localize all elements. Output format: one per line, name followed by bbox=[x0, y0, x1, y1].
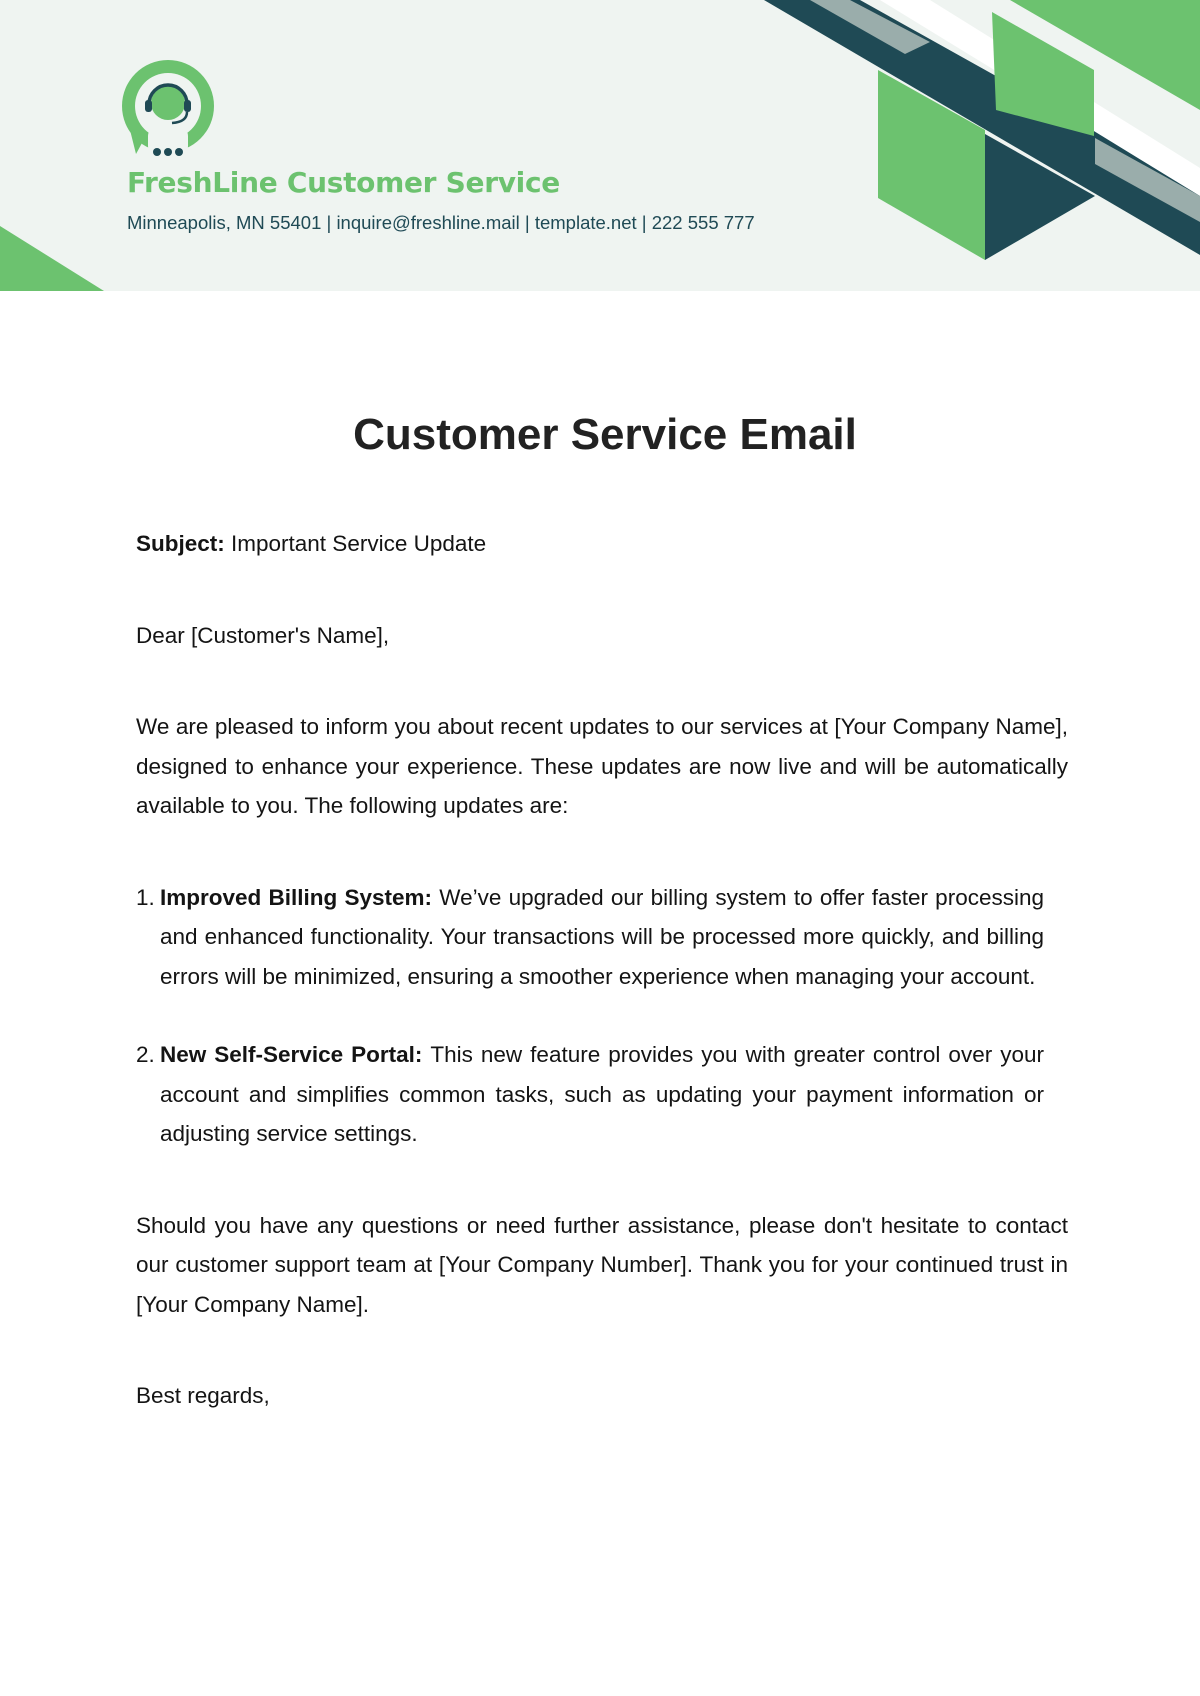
list-item-title: Improved Billing System: bbox=[160, 884, 440, 910]
email-body bbox=[136, 524, 1068, 1416]
list-item-title: New Self-Service Portal: bbox=[160, 1042, 431, 1067]
list-item-number: 1. bbox=[136, 884, 155, 910]
closing-paragraph: Should you have any questions or need further assistance, please don't hesitate to contact our customer support team at [Your Company Number]. Thank you for your continued trust in [Your Company Name]. bbox=[136, 1212, 1068, 1317]
greeting: Dear [Customer's Name], bbox=[136, 622, 390, 648]
list-item-text: This new feature provides you with greater control over your account and simplifies common tasks, such as updating your payment information or adjusting service settings. bbox=[160, 1042, 1044, 1146]
subject-label: Subject: bbox=[136, 531, 232, 556]
list-item-text: We’ve upgraded our billing system to offer faster processing and enhanced functionality. Your transactions will be processed more quickly, and billing errors will be minimized, ensuring a smoother experience when managing your account. bbox=[160, 884, 1044, 989]
letterhead bbox=[0, 0, 1200, 291]
corner-triangle bbox=[0, 226, 104, 291]
company-contact-line: Minneapolis, MN 55401 | inquire@freshline.mail | template.net | 222 555 777 bbox=[127, 212, 755, 233]
document-title: Customer Service Email bbox=[353, 410, 857, 459]
intro-paragraph: We are pleased to inform you about recent updates to our services at [Your Company Name], designed to enhance your experience. These updates are now live and will be automatically available to you. The following updates are: bbox=[136, 714, 1068, 818]
updates-list bbox=[136, 878, 1044, 1154]
subject-text: Important Service Update bbox=[231, 531, 487, 556]
sign-off: Best regards, bbox=[136, 1383, 270, 1408]
list-item bbox=[136, 878, 1044, 997]
headset-chat-bubble-icon bbox=[122, 60, 214, 160]
subject-line bbox=[136, 524, 1068, 564]
list-item-number: 2. bbox=[136, 1042, 155, 1067]
list-item bbox=[136, 1035, 1044, 1154]
company-name: FreshLine Customer Service bbox=[127, 166, 560, 199]
